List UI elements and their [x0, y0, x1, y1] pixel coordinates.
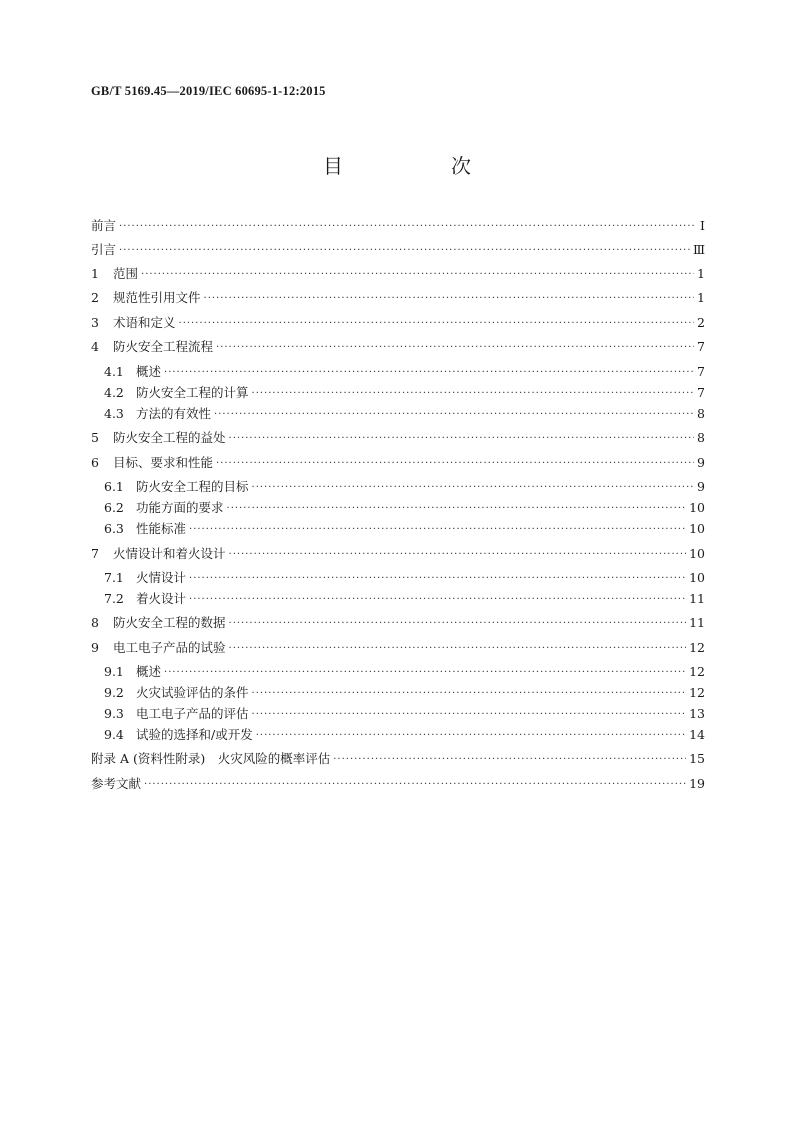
- toc-entry-page: 12: [689, 640, 705, 655]
- toc-entry-number: 9.2: [104, 685, 124, 700]
- dot-leader: [333, 753, 686, 767]
- toc-entry-label: 功能方面的要求: [136, 500, 224, 515]
- dot-leader: [204, 292, 694, 306]
- dot-leader: [189, 523, 686, 537]
- toc-entry-label: 概述: [136, 664, 162, 679]
- dot-leader: [229, 642, 687, 656]
- toc-entry-page: 10: [689, 570, 705, 585]
- dot-leader: [164, 366, 694, 380]
- toc-entry-page: 7: [697, 364, 705, 379]
- toc-entry[interactable]: [91, 264, 705, 282]
- document-header: GB/T 5169.45—2019/IEC 60695-1-12:2015: [91, 84, 326, 98]
- toc-entry-number: 3: [91, 315, 99, 330]
- toc-entry-page: 10: [689, 521, 705, 536]
- toc-entry-label: 火情设计和着火设计: [113, 546, 226, 561]
- toc-entry-number: 8: [91, 615, 99, 630]
- toc-entry-number: 9: [91, 640, 99, 655]
- toc-entry-label: 防火安全工程的计算: [136, 385, 249, 400]
- dot-leader: [252, 687, 687, 701]
- toc-entry-page: 12: [689, 685, 705, 700]
- toc-entry-number: 9.4: [104, 727, 124, 742]
- dot-leader: [179, 317, 694, 331]
- toc-entry[interactable]: [104, 568, 705, 586]
- toc-entry-page: 8: [697, 430, 705, 445]
- dot-leader: [119, 244, 690, 258]
- toc-entry[interactable]: [104, 662, 705, 680]
- toc-entry-number: 4: [91, 339, 99, 354]
- toc-entry[interactable]: [104, 404, 705, 422]
- toc-entry-label: 防火安全工程的目标: [136, 479, 249, 494]
- toc-entry-number: 9.1: [104, 664, 124, 679]
- dot-leader: [189, 593, 686, 607]
- dot-leader: [214, 408, 694, 422]
- dot-leader: [164, 666, 686, 680]
- toc-entry[interactable]: [91, 613, 705, 631]
- toc-entry-number: 7.2: [104, 591, 124, 606]
- toc-entry-page: 11: [689, 615, 705, 630]
- toc-entry-page: 19: [689, 776, 705, 791]
- toc-entry-label: 性能标准: [136, 521, 187, 536]
- toc-entry[interactable]: [104, 362, 705, 380]
- toc-entry-page: 12: [689, 664, 705, 679]
- toc-entry[interactable]: [104, 498, 705, 516]
- toc-entry-page: 2: [697, 315, 705, 330]
- dot-leader: [252, 708, 687, 722]
- toc-entry-number: 6: [91, 455, 99, 470]
- toc-entry-page: 10: [689, 500, 705, 515]
- toc-entry-page: Ⅲ: [692, 242, 705, 257]
- toc-entry-label: 概述: [136, 364, 162, 379]
- toc-entry[interactable]: [104, 477, 705, 495]
- toc-entry-page: 8: [697, 406, 705, 421]
- toc-entry[interactable]: [104, 519, 705, 537]
- toc-entry-page: 14: [689, 727, 705, 742]
- toc-entry[interactable]: [91, 288, 705, 306]
- toc-entry[interactable]: [91, 638, 705, 656]
- toc-entry-page: 13: [689, 706, 705, 721]
- toc-entry-label: 防火安全工程的数据: [113, 615, 226, 630]
- dot-leader: [227, 502, 687, 516]
- dot-leader: [141, 268, 694, 282]
- toc-entry-number: 5: [91, 430, 99, 445]
- toc-entry[interactable]: [104, 704, 705, 722]
- dot-leader: [216, 341, 694, 355]
- toc-entry-number: 4.1: [104, 364, 124, 379]
- dot-leader: [256, 729, 686, 743]
- toc-entry[interactable]: [104, 589, 705, 607]
- toc-entry-label: 目标、要求和性能: [113, 455, 214, 470]
- toc-entry-page: 10: [689, 546, 705, 561]
- dot-leader: [119, 220, 694, 234]
- toc-entry-page: 11: [689, 591, 705, 606]
- toc-entry-label: 防火安全工程流程: [113, 339, 214, 354]
- toc-entry-number: 1: [91, 266, 99, 281]
- toc-entry-page: 1: [697, 266, 705, 281]
- toc-entry-number: 6.2: [104, 500, 124, 515]
- toc-entry[interactable]: [91, 337, 705, 355]
- toc-entry-label: 术语和定义: [113, 315, 176, 330]
- dot-leader: [216, 457, 694, 471]
- toc-entry-label: 引言: [91, 242, 117, 257]
- toc-entry-label: 电工电子产品的评估: [136, 706, 249, 721]
- toc-entry-label: 参考文献: [91, 776, 142, 791]
- toc-entry[interactable]: [91, 749, 705, 767]
- toc-entry[interactable]: [104, 683, 705, 701]
- toc-entry-label: 试验的选择和/或开发: [136, 727, 253, 742]
- toc-entry-page: Ⅰ: [700, 218, 705, 233]
- toc-entry-label: 方法的有效性: [136, 406, 212, 421]
- toc-entry-page: 7: [697, 385, 705, 400]
- toc-entry-label: 前言: [91, 218, 117, 233]
- dot-leader: [229, 432, 694, 446]
- toc-entry-page: 15: [689, 751, 705, 766]
- toc-entry-number: 2: [91, 290, 99, 305]
- toc-entry-number: 9.3: [104, 706, 124, 721]
- toc-entry[interactable]: [104, 725, 705, 743]
- dot-leader: [229, 548, 687, 562]
- toc-entry-number: 6.1: [104, 479, 124, 494]
- toc-entry-label: 附录 A (资料性附录) 火灾风险的概率评估: [91, 751, 331, 766]
- toc-entry-label: 火灾试验评估的条件: [136, 685, 249, 700]
- toc-entry-label: 防火安全工程的益处: [113, 430, 226, 445]
- toc-entry-label: 着火设计: [136, 591, 187, 606]
- toc-entry-label: 范围: [113, 266, 139, 281]
- toc-entry-number: 7.1: [104, 570, 124, 585]
- toc-entry-number: 4.2: [104, 385, 124, 400]
- dot-leader: [252, 387, 694, 401]
- toc-entry-label: 规范性引用文件: [113, 290, 201, 305]
- toc-entry[interactable]: [91, 313, 705, 331]
- toc-entry[interactable]: [91, 240, 705, 258]
- toc-entry[interactable]: [91, 453, 705, 471]
- dot-leader: [189, 572, 686, 586]
- page-title: 目 次: [323, 154, 515, 178]
- toc-entry[interactable]: [91, 428, 705, 446]
- toc-entry-page: 9: [697, 479, 705, 494]
- dot-leader: [229, 617, 687, 631]
- toc-entry-page: 9: [697, 455, 705, 470]
- toc-entry-label: 电工电子产品的试验: [113, 640, 226, 655]
- toc-entry-number: 6.3: [104, 521, 124, 536]
- toc-entry-label: 火情设计: [136, 570, 187, 585]
- toc-entry-number: 7: [91, 546, 99, 561]
- toc-entry-number: 4.3: [104, 406, 124, 421]
- toc-entry[interactable]: [91, 544, 705, 562]
- dot-leader: [252, 481, 694, 495]
- toc-entry[interactable]: [91, 774, 705, 792]
- dot-leader: [144, 778, 686, 792]
- toc-entry-page: 1: [697, 290, 705, 305]
- toc-entry[interactable]: [91, 216, 705, 234]
- toc-entry-page: 7: [697, 339, 705, 354]
- toc-entry[interactable]: [104, 383, 705, 401]
